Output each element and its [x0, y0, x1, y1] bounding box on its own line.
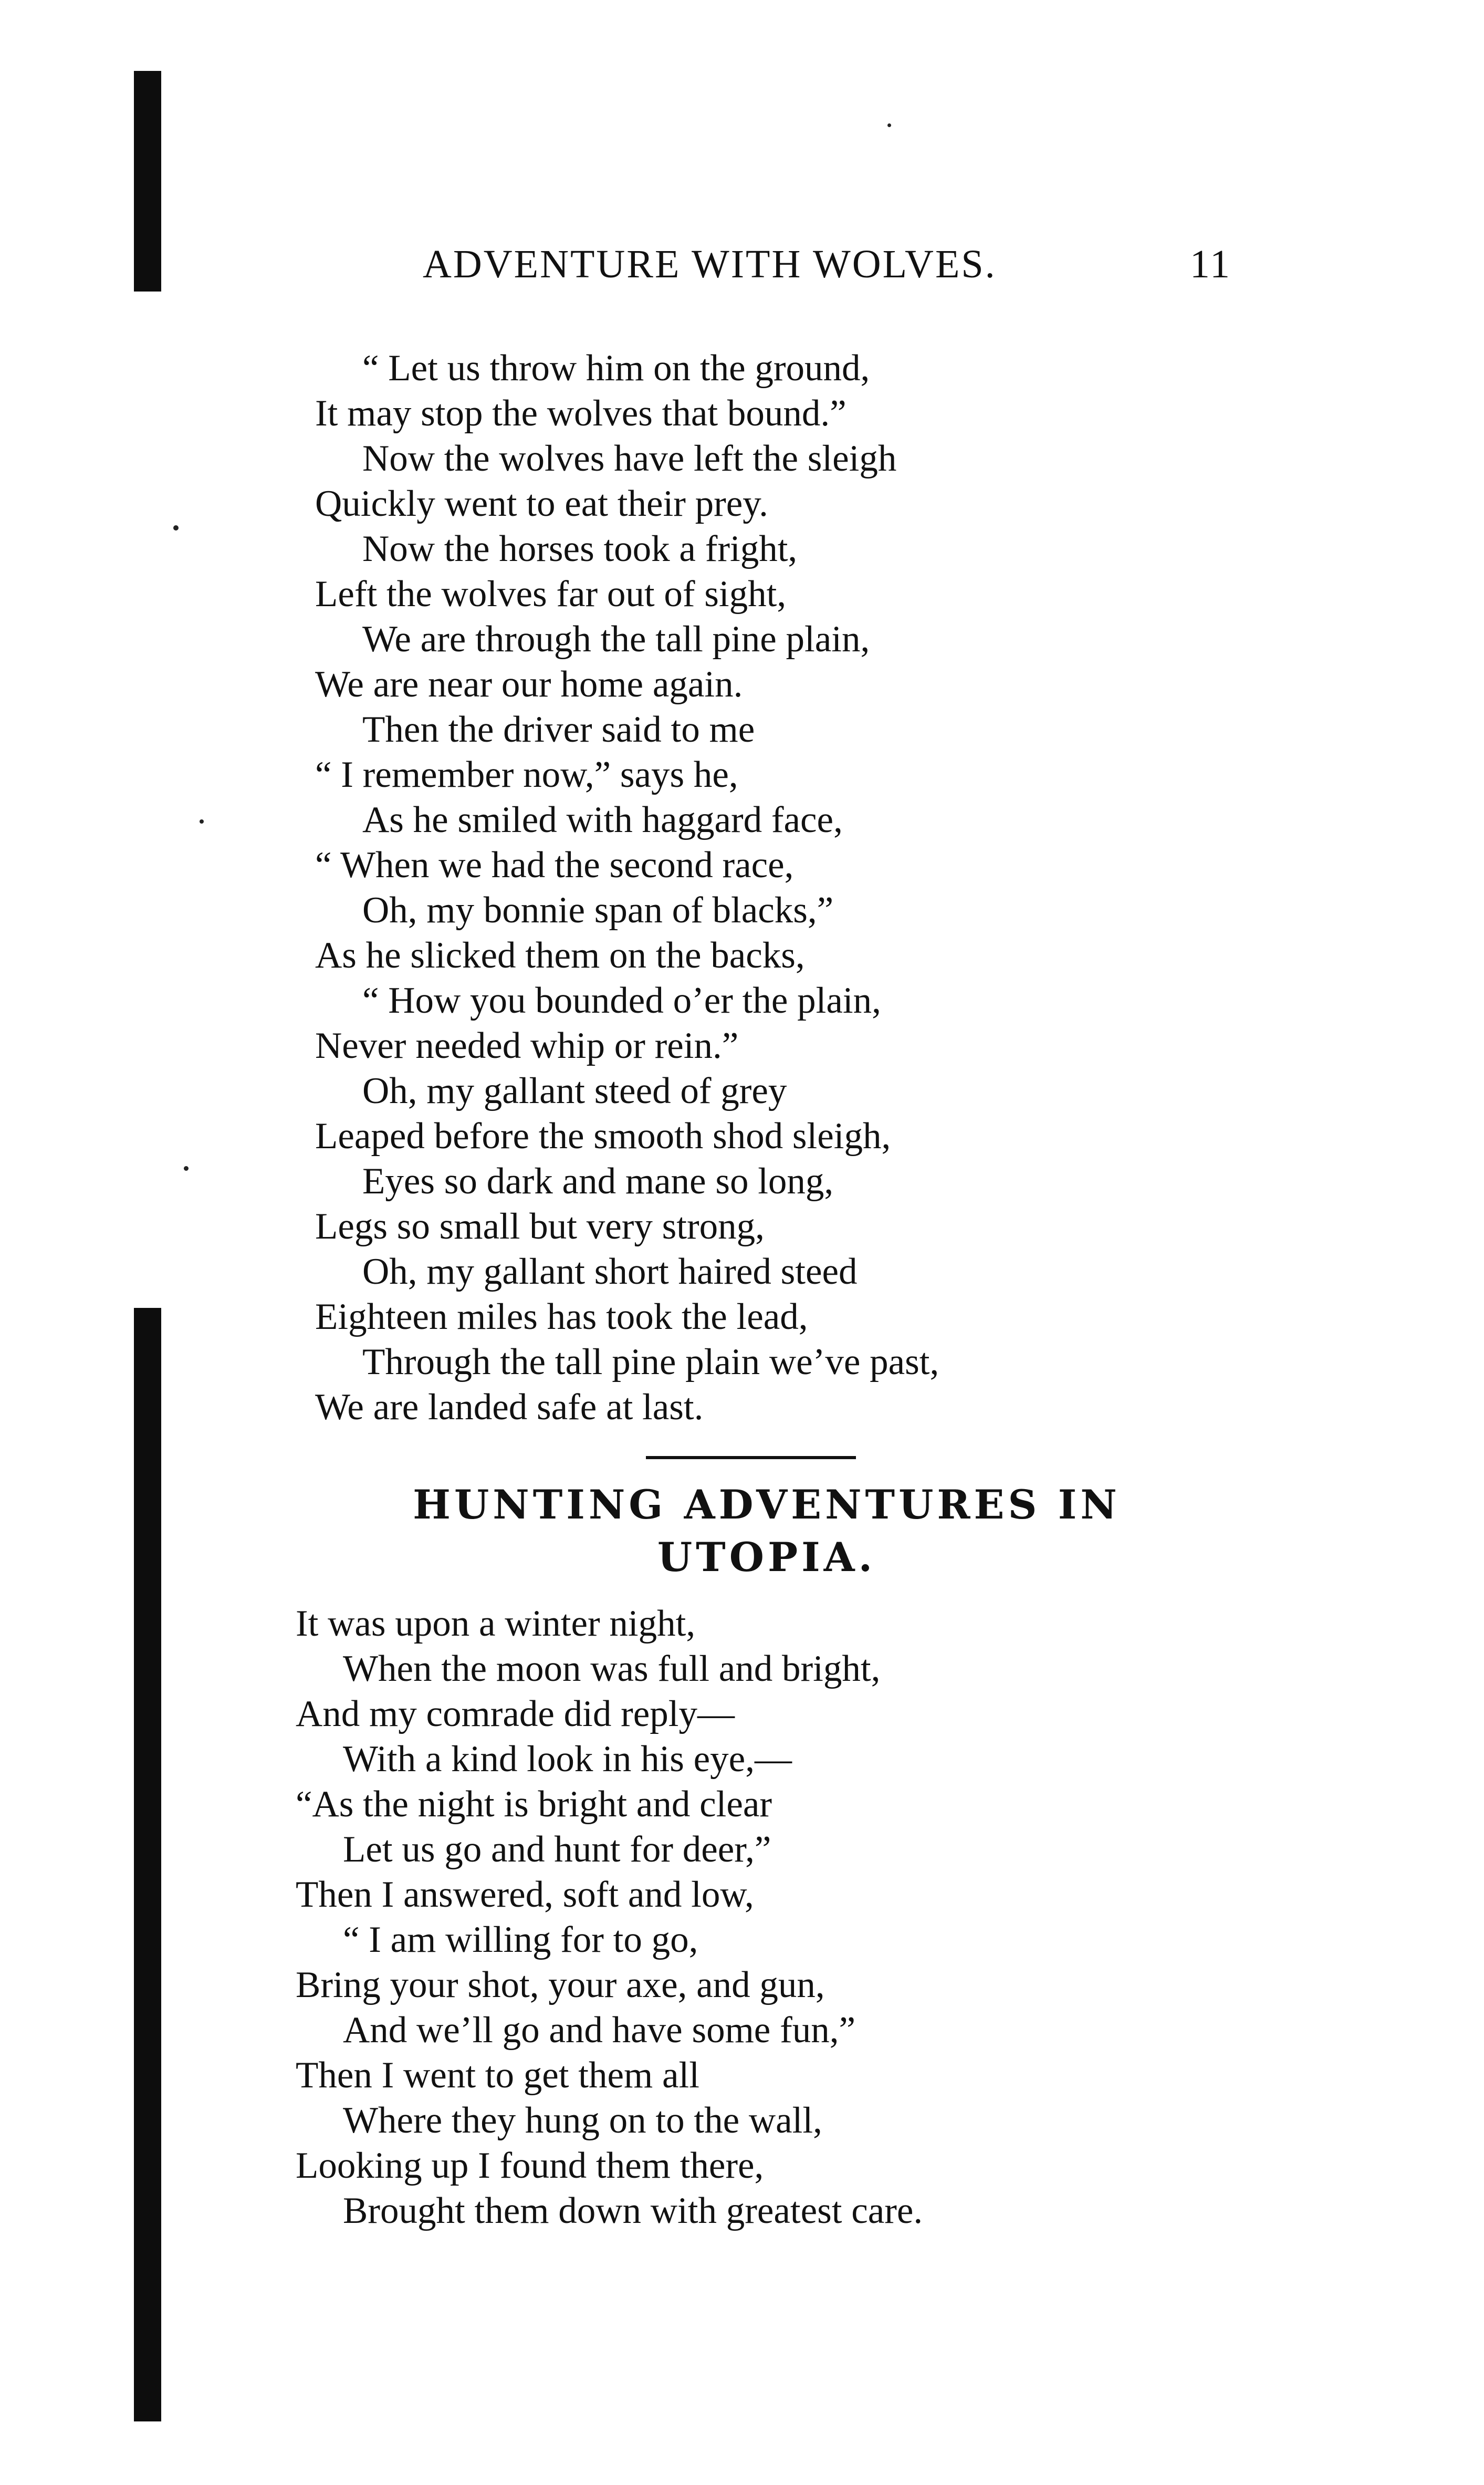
poem-line: We are landed safe at last. — [315, 1387, 704, 1428]
poem-line: “ How you bounded o’er the plain, — [362, 980, 881, 1021]
running-header — [423, 242, 1231, 299]
poem-line: Where they hung on to the wall, — [343, 2100, 822, 2141]
poem-line: Then the driver said to me — [362, 709, 755, 750]
poem-line: We are through the tall pine plain, — [362, 619, 870, 660]
scan-speck — [887, 123, 891, 127]
poem-line: Leaped before the smooth shod sleigh, — [315, 1116, 891, 1157]
running-title: ADVENTURE WITH WOLVES. — [423, 242, 997, 286]
poem-line: Oh, my bonnie span of blacks,” — [362, 890, 834, 931]
scan-speck — [184, 1166, 189, 1171]
poem-line: We are near our home again. — [315, 664, 743, 705]
scan-binding-edge-bottom — [134, 1308, 161, 2421]
poem-line: Oh, my gallant short haired steed — [362, 1251, 858, 1292]
poem-line: It was upon a winter night, — [296, 1603, 696, 1644]
poem-line: Looking up I found them there, — [296, 2145, 764, 2186]
poem-line: “ Let us throw him on the ground, — [362, 348, 870, 389]
poem-line: It may stop the wolves that bound.” — [315, 393, 846, 434]
poem-line: And we’ll go and have some fun,” — [343, 2010, 855, 2051]
poem-line: Eighteen miles has took the lead, — [315, 1296, 808, 1337]
poem-line: Then I went to get them all — [296, 2055, 699, 2096]
poem-adventure-with-wolves — [315, 346, 939, 1430]
poem-line: Then I answered, soft and low, — [296, 1874, 754, 1915]
scan-speck — [200, 819, 204, 824]
poem-line: Brought them down with greatest care. — [343, 2190, 923, 2231]
poem-line: Eyes so dark and mane so long, — [362, 1161, 834, 1202]
poem-line: When the moon was full and bright, — [343, 1648, 881, 1689]
section-divider-rule — [646, 1456, 856, 1459]
poem-line: As he slicked them on the backs, — [315, 935, 805, 976]
section-title-line: HUNTING ADVENTURES IN — [413, 1481, 1121, 1528]
poem-line: Through the tall pine plain we’ve past, — [362, 1342, 939, 1382]
section-title-line: UTOPIA. — [657, 1534, 876, 1581]
poem-line: As he smiled with haggard face, — [362, 799, 843, 840]
poem-line: Bring your shot, your axe, and gun, — [296, 1964, 825, 2005]
poem-hunting-adventures — [296, 1601, 923, 2233]
poem-line: Now the wolves have left the sleigh — [362, 438, 897, 479]
page-number: 11 — [1189, 242, 1231, 286]
scan-binding-edge-top — [134, 71, 161, 292]
section-title — [341, 1479, 1192, 1584]
poem-line: Quickly went to eat their prey. — [315, 483, 768, 524]
poem-line: “ When we had the second race, — [315, 845, 794, 886]
poem-line: “ I remember now,” says he, — [315, 754, 738, 795]
poem-line: With a kind look in his eye,— — [343, 1739, 792, 1780]
poem-line: Never needed whip or rein.” — [315, 1025, 739, 1066]
poem-line: “ I am willing for to go, — [343, 1919, 698, 1960]
poem-line: Legs so small but very strong, — [315, 1206, 765, 1247]
scan-speck — [173, 525, 179, 531]
poem-line: And my comrade did reply— — [296, 1693, 735, 1734]
poem-line: Oh, my gallant steed of grey — [362, 1070, 787, 1111]
poem-line: Let us go and hunt for deer,” — [343, 1829, 771, 1870]
poem-line: “As the night is bright and clear — [296, 1784, 772, 1825]
poem-line: Left the wolves far out of sight, — [315, 574, 787, 615]
poem-line: Now the horses took a fright, — [362, 528, 798, 569]
